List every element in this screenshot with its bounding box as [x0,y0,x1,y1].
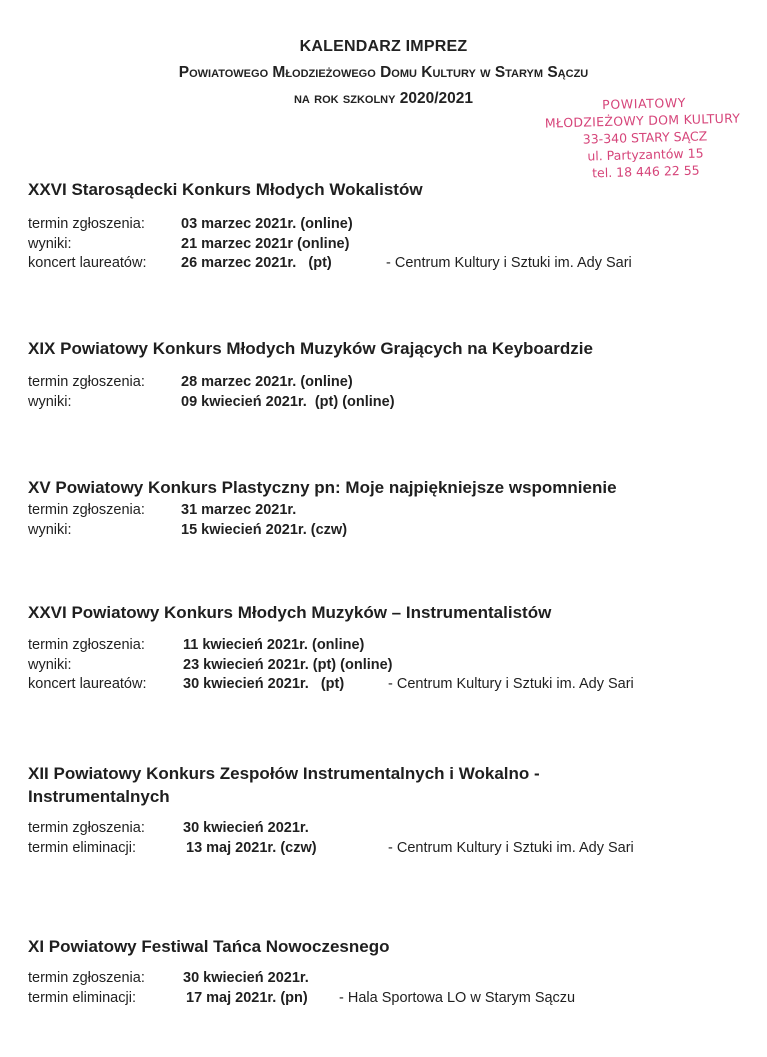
stamp-line: ul. Partyzantów 15 [587,145,704,164]
row-label: termin zgłoszenia: [28,502,145,518]
event-bands-contest [28,762,748,858]
event-title-continued: Instrumentalnych [28,787,170,806]
event-title: XIX Powiatowy Konkurs Młodych Muzyków Grających na Keyboardzie [28,339,593,358]
event-title: XXVI Powiatowy Konkurs Młodych Muzyków – Instrumentalistów [28,603,552,622]
event-row [28,636,748,656]
row-date: 30 kwiecień 2021r. [183,970,309,986]
event-art-contest [28,476,748,540]
row-place: - Centrum Kultury i Sztuki im. Ady Sari [388,839,634,856]
row-label: wyniki: [28,521,72,538]
school-year-line: na rok szkolny 2020/2021 [293,90,474,107]
event-row [28,521,748,541]
event-row [28,501,748,521]
row-date: 09 kwiecień 2021r. (pt) (online) [181,393,395,410]
stamp-line: 33-340 STARY SĄCZ [582,128,708,147]
event-row [28,819,748,839]
row-label: termin zgłoszenia: [28,637,145,653]
event-row [28,839,748,859]
row-date: 13 maj 2021r. (czw) [186,839,317,856]
row-label: termin zgłoszenia: [28,970,145,986]
event-title: XV Powiatowy Konkurs Plastyczny pn: Moje najpiękniejsze wspomnienie [28,478,617,497]
row-label: termin eliminacji: [28,989,136,1006]
row-label: koncert laureatów: [28,255,147,271]
event-row [28,989,748,1009]
row-date: 28 marzec 2021r. (online) [181,374,353,390]
event-keyboard-contest [28,337,748,412]
row-date: 15 kwiecień 2021r. (czw) [181,521,348,538]
row-place: - Hala Sportowa LO w Starym Sączu [339,989,576,1006]
page-title: KALENDARZ IMPREZ [299,38,468,55]
event-title: XI Powiatowy Festiwal Tańca Nowoczesnego [28,937,390,956]
event-row [28,215,748,235]
stamp-line: POWIATOWY [601,94,687,113]
page-subtitle: Powiatowego Młodzieżowego Domu Kultury w Starym Sączu [178,64,589,81]
row-date: 26 marzec 2021r. (pt) [181,255,332,271]
event-row [28,969,748,989]
row-date: 30 kwiecień 2021r. [183,820,309,836]
event-title: XII Powiatowy Konkurs Zespołów Instrumentalnych i Wokalno - [28,764,540,783]
event-instrumentalists-contest [28,601,748,695]
event-row [28,656,748,676]
event-row [28,393,748,413]
event-dance-festival [28,935,748,1008]
row-label: wyniki: [28,235,72,252]
event-row [28,675,748,695]
row-label: termin zgłoszenia: [28,374,145,390]
row-date: 03 marzec 2021r. (online) [181,216,353,232]
row-date: 21 marzec 2021r (online) [181,235,350,252]
row-date: 30 kwiecień 2021r. (pt) [183,676,345,692]
row-label: termin zgłoszenia: [28,216,145,232]
row-label: wyniki: [28,393,72,410]
event-row [28,254,748,274]
stamp-line: tel. 18 446 22 55 [591,162,700,181]
row-place: - Centrum Kultury i Sztuki im. Ady Sari [386,255,632,271]
stamp-line: MŁODZIEŻOWY DOM KULTURY [544,110,741,131]
institution-stamp [519,92,767,184]
row-label: wyniki: [28,656,72,673]
row-label: koncert laureatów: [28,676,147,692]
event-vocal-contest [28,178,748,274]
row-date: 11 kwiecień 2021r. (online) [183,637,365,653]
event-row [28,235,748,255]
row-date: 31 marzec 2021r. [181,502,297,518]
row-label: termin zgłoszenia: [28,820,145,836]
row-place: - Centrum Kultury i Sztuki im. Ady Sari [388,676,634,692]
row-label: termin eliminacji: [28,839,136,856]
row-date: 23 kwiecień 2021r. (pt) (online) [183,656,393,673]
event-title: XXVI Starosądecki Konkurs Młodych Wokalistów [28,180,423,199]
event-row [28,373,748,393]
row-date: 17 maj 2021r. (pn) [186,989,308,1006]
